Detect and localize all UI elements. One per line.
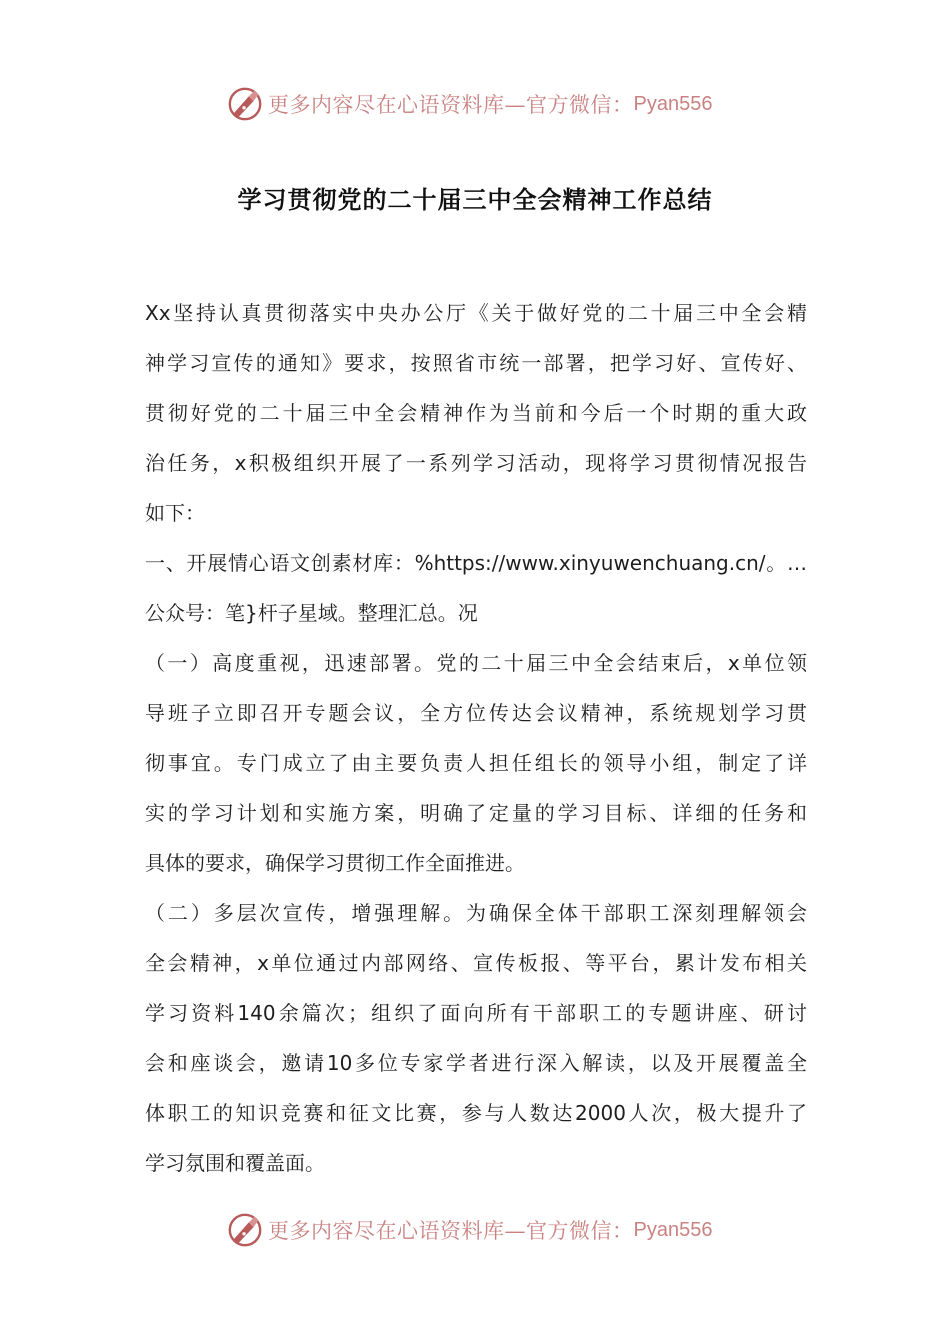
text-line: 学习氛围和覆盖面。 bbox=[145, 1151, 325, 1175]
text-line: 导班子立即召开专题会议，全方位传达会议精神，系统规划学习贯 bbox=[145, 701, 807, 725]
text-line: 彻事宜。专门成立了由主要负责人担任组长的领导小组，制定了详 bbox=[145, 751, 807, 775]
watermark-text: 更多内容尽在心语资料库—官方微信： bbox=[268, 1219, 634, 1243]
text-line: 会和座谈会，邀请10多位专家学者进行深入解读，以及开展覆盖全 bbox=[145, 1051, 807, 1075]
watermark-banner-top bbox=[226, 84, 712, 124]
text-line: 公众号：笔}杆子星域。整理汇总。况 bbox=[145, 601, 478, 625]
watermark-text: 更多内容尽在心语资料库—官方微信： bbox=[268, 93, 634, 117]
text-line: 神学习宣传的通知》要求，按照省市统一部署，把学习好、宣传好、 bbox=[145, 351, 807, 375]
text-line: 贯彻好党的二十届三中全会精神作为当前和今后一个时期的重大政 bbox=[145, 401, 807, 425]
text-line: 一、开展情心语文创素材库：%https://www.xinyuwenchuang.cn/。… bbox=[145, 551, 807, 575]
text-line: （二）多层次宣传，增强理解。为确保全体干部职工深刻理解领会 bbox=[145, 901, 807, 925]
watermark-wechat-id: Pyan556 bbox=[633, 1218, 713, 1241]
text-line: 学习资料140余篇次；组织了面向所有干部职工的专题讲座、研讨 bbox=[145, 1001, 807, 1025]
text-line: 如下： bbox=[145, 501, 205, 525]
document-body bbox=[145, 288, 807, 1188]
pen-nib-logo-icon bbox=[226, 85, 264, 123]
watermark-wechat-id: Pyan556 bbox=[633, 92, 713, 115]
text-line: 全会精神，x单位通过内部网络、宣传板报、等平台，累计发布相关 bbox=[145, 951, 807, 975]
pen-nib-logo-icon bbox=[226, 1211, 264, 1249]
text-line: 实的学习计划和实施方案，明确了定量的学习目标、详细的任务和 bbox=[145, 801, 807, 825]
text-line: 具体的要求，确保学习贯彻工作全面推进。 bbox=[145, 851, 525, 875]
watermark-banner-bottom bbox=[226, 1210, 712, 1250]
document-title: 学习贯彻党的二十届三中全会精神工作总结 bbox=[237, 186, 713, 214]
text-line: 体职工的知识竞赛和征文比赛，参与人数达2000人次，极大提升了 bbox=[145, 1101, 807, 1125]
text-line: 治任务，x积极组织开展了一系列学习活动，现将学习贯彻情况报告 bbox=[145, 451, 807, 475]
text-line: Xx坚持认真贯彻落实中央办公厅《关于做好党的二十届三中全会精 bbox=[145, 301, 807, 325]
text-line: （一）高度重视，迅速部署。党的二十届三中全会结束后，x单位领 bbox=[145, 651, 807, 675]
